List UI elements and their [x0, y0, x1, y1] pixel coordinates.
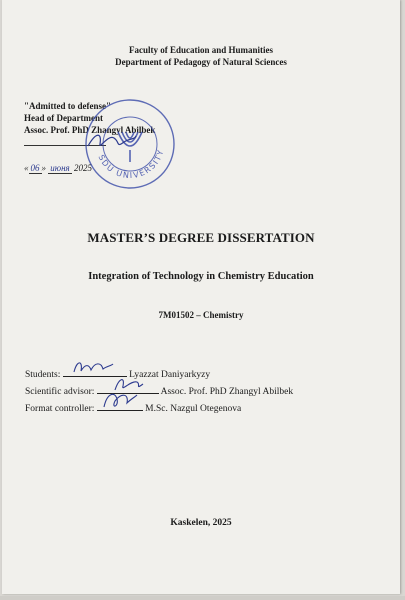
department-name: Department of Pedagogy of Natural Sciences [115, 57, 287, 67]
date-close-quote: » [41, 163, 46, 173]
admission-date [24, 163, 92, 173]
controller-name: M.Sc. Nazgul Otegenova [145, 404, 242, 414]
document-page [2, 0, 400, 594]
faculty-name: Faculty of Education and Humanities [128, 45, 274, 55]
student-name: Lyazzat Daniyarkyzy [129, 370, 211, 380]
controller-row [25, 401, 241, 414]
admitted-label: "Admitted to defense" [24, 101, 111, 111]
document-title: MASTER’S DEGREE DISSERTATION [87, 230, 315, 245]
stamp-ring-text: SDU UNIVERSITY [96, 147, 166, 181]
advisor-row [25, 384, 293, 397]
date-month: июня [50, 163, 70, 173]
head-of-department-label: Head of Department [24, 113, 103, 123]
student-signature [71, 358, 115, 376]
students-label: Students: [25, 370, 61, 380]
head-signature [86, 128, 138, 152]
date-year: 2025 [74, 163, 92, 173]
controller-label: Format controller: [25, 404, 95, 414]
advisor-label: Scientific advisor: [25, 387, 95, 397]
program-code: 7M01502 – Chemistry [158, 310, 244, 320]
date-open-quote: « [24, 163, 29, 173]
date-day: 06 [30, 163, 40, 173]
page-edge [0, 596, 405, 600]
place-and-year: Kaskelen, 2025 [170, 518, 232, 528]
head-of-department-name: Assoc. Prof. PhD Zhangyl Abilbek [24, 125, 156, 135]
controller-signature-line [97, 401, 143, 411]
dissertation-topic: Integration of Technology in Chemistry Education [88, 271, 314, 282]
controller-signature [101, 389, 139, 411]
advisor-name: Assoc. Prof. PhD Zhangyl Abilbek [160, 387, 294, 397]
